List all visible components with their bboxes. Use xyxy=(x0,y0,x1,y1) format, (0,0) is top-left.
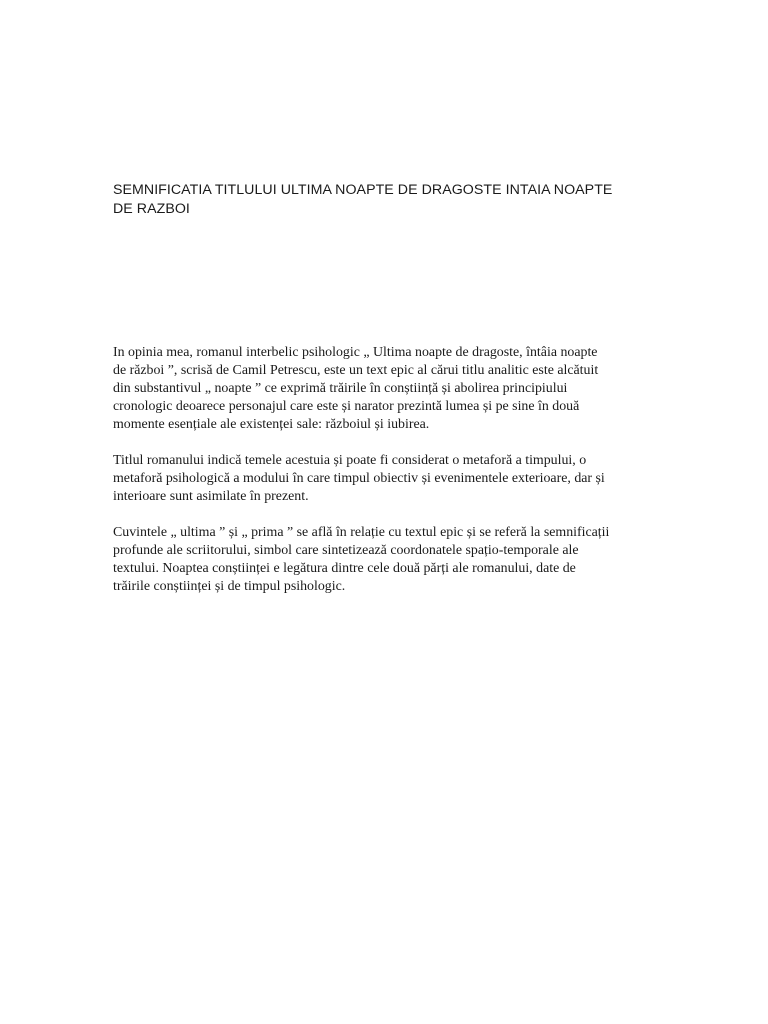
text-line: Titlul romanului indică temele acestuia și poate fi considerat o metaforă a timpului, o xyxy=(113,453,587,468)
paragraph-2 xyxy=(113,452,663,506)
text-line: profunde ale scriitorului, simbol care sintetizează coordonatele spațio-temporale ale xyxy=(113,543,579,558)
text-line: In opinia mea, romanul interbelic psihologic „ Ultima noapte de dragoste, întâia noapte xyxy=(113,345,598,360)
document-title xyxy=(113,181,658,219)
text-line: de război ”, scrisă de Camil Petrescu, este un text epic al cărui titlu analitic este alcătuit xyxy=(113,363,599,378)
text-line: metaforă psihologică a modului în care timpul obiectiv și evenimentele exterioare, dar și xyxy=(113,471,605,486)
paragraph-3 xyxy=(113,524,663,596)
text-line: Cuvintele „ ultima ” și „ prima ” se află în relație cu textul epic și se referă la semnificații xyxy=(113,525,610,540)
text-line: trăirile conștiinței și de timpul psihologic. xyxy=(113,579,346,594)
text-line: momente esențiale ale existenței sale: războiul și iubirea. xyxy=(113,417,430,432)
text-line: din substantivul „ noapte ” ce exprimă trăirile în conștiință și abolirea principiului xyxy=(113,381,568,396)
text-line: cronologic deoarece personajul care este și narator prezintă lumea și pe sine în două xyxy=(113,399,580,414)
title-line: DE RAZBOI xyxy=(113,201,190,217)
paragraph-1 xyxy=(113,344,663,434)
text-line: textului. Noaptea conștiinței e legătura dintre cele două părți ale romanului, date de xyxy=(113,561,576,576)
document-body xyxy=(113,344,663,614)
title-line: SEMNIFICATIA TITLULUI ULTIMA NOAPTE DE DRAGOSTE INTAIA NOAPTE xyxy=(113,182,613,198)
text-line: interioare sunt asimilate în prezent. xyxy=(113,489,309,504)
